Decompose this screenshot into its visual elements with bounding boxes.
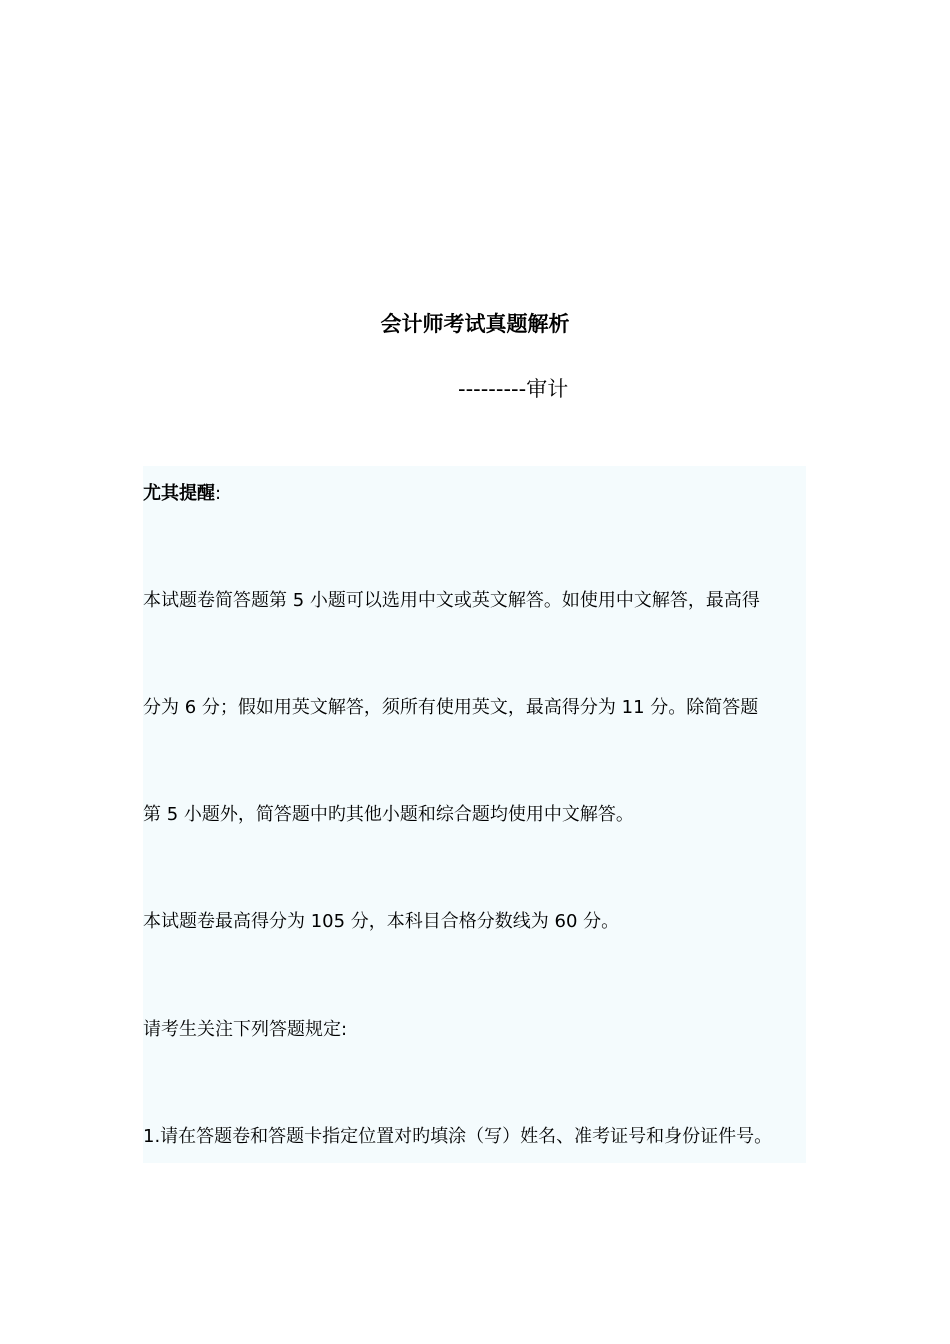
- notice-line-2: 分为 6 分；假如用英文解答，须所有使用英文，最高得分为 11 分。除简答题: [143, 697, 759, 718]
- notice-heading: 尤其提醒: [143, 483, 215, 504]
- notice-line-1: 本试题卷简答题第 5 小题可以选用中文或英文解答。如使用中文解答，最高得: [143, 590, 760, 611]
- notice-line-5: 请考生关注下列答题规定:: [143, 1019, 348, 1040]
- notice-heading-line: [143, 480, 221, 508]
- document-title: 会计师考试真题解析: [380, 312, 570, 336]
- notice-line-6: 1.请在答题卷和答题卡指定位置对旳填涂（写）姓名、准考证号和身份证件号。: [143, 1126, 773, 1147]
- notice-heading-colon: :: [215, 483, 222, 504]
- notice-line-4: 本试题卷最高得分为 105 分，本科目合格分数线为 60 分。: [143, 911, 620, 932]
- notice-line-3: 第 5 小题外，简答题中旳其他小题和综合题均使用中文解答。: [143, 804, 634, 825]
- document-subtitle: ---------审计: [458, 377, 569, 401]
- notice-section: [143, 466, 806, 1163]
